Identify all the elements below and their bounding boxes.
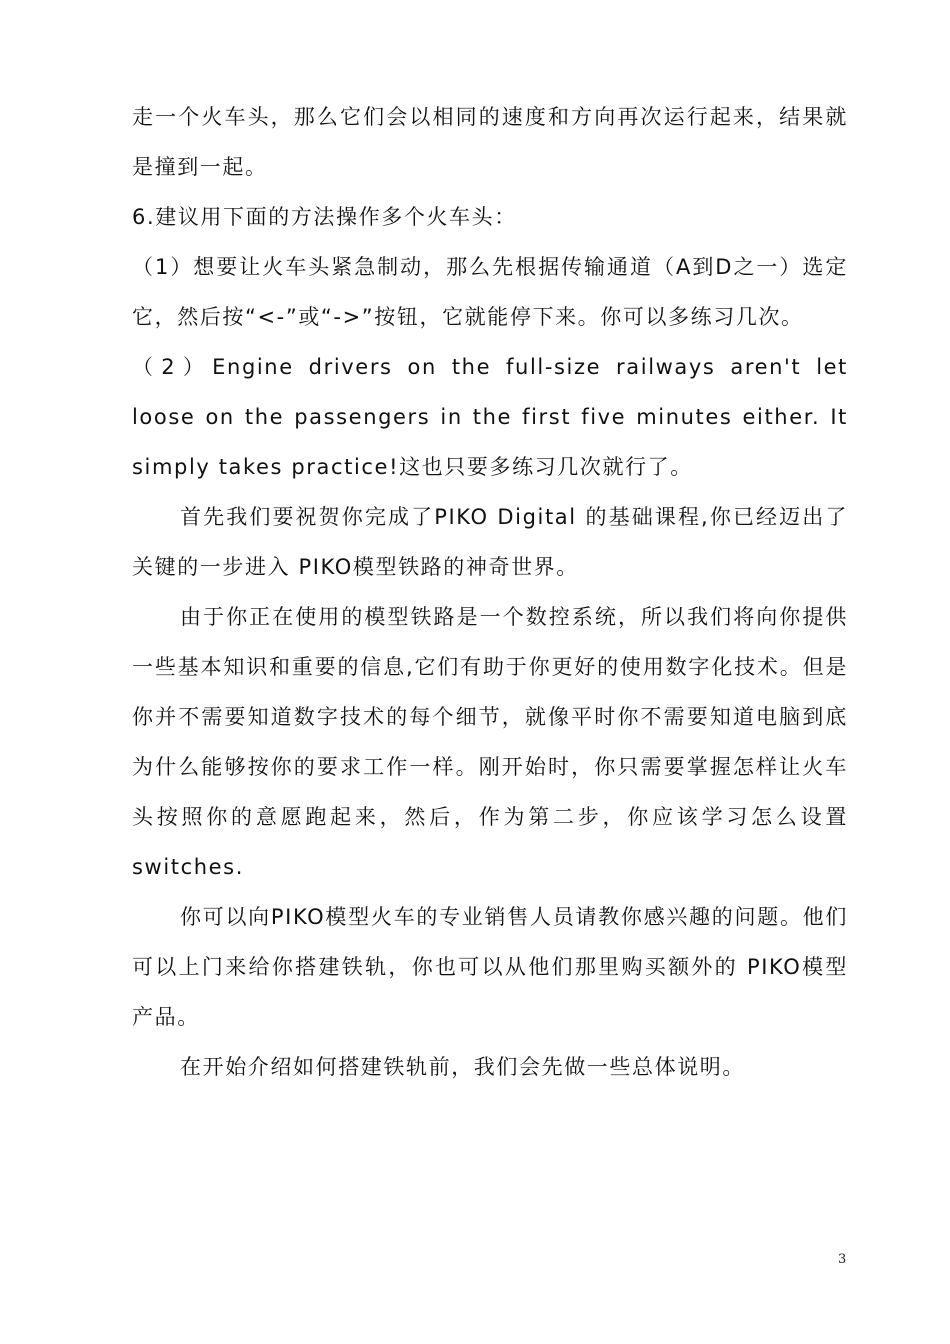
paragraph-step-1: （1）想要让火车头紧急制动，那么先根据传输通道（A到D之一）选定它，然后按“<-”或“->”按钮，它就能停下来。你可以多练习几次。 [132,255,848,329]
paragraph-heading-6: 6.建议用下面的方法操作多个火车头： [132,205,517,229]
paragraph-step-2: （2）Engine drivers on the full-size railways aren't let loose on the passengers in the first five minutes either. It simply takes practice!这也只要多练习几次就行了。 [132,355,848,479]
paragraph-dealer-advice: 你可以向PIKO模型火车的专业销售人员请教你感兴趣的问题。他们可以上门来给你搭建铁轨，你也可以从他们那里购买额外的 PIKO模型产品。 [132,905,848,1029]
paragraph-general-notes: 在开始介绍如何搭建铁轨前，我们会先做一些总体说明。 [180,1055,745,1079]
paragraph-digital-system: 由于你正在使用的模型铁路是一个数控系统，所以我们将向你提供一些基本知识和重要的信息,它们有助于你更好的使用数字化技术。但是你并不需要知道数字技术的每个细节，就像平时你不需要知道电脑到底为什么能够按你的要求工作一样。刚开始时，你只需要掌握怎样让火车头按照你的意愿跑起来，然后，作为第二步，你应该学习怎么设置 switches. [132,605,848,879]
paragraph-congratulations: 首先我们要祝贺你完成了PIKO Digital 的基础课程,你已经迈出了关键的一步进入 PIKO模型铁路的神奇世界。 [132,505,848,579]
body-text [132,92,848,1092]
paragraph-continuation: 走一个火车头，那么它们会以相同的速度和方向再次运行起来，结果就是撞到一起。 [132,105,848,179]
page-number: 3 [838,1252,847,1267]
